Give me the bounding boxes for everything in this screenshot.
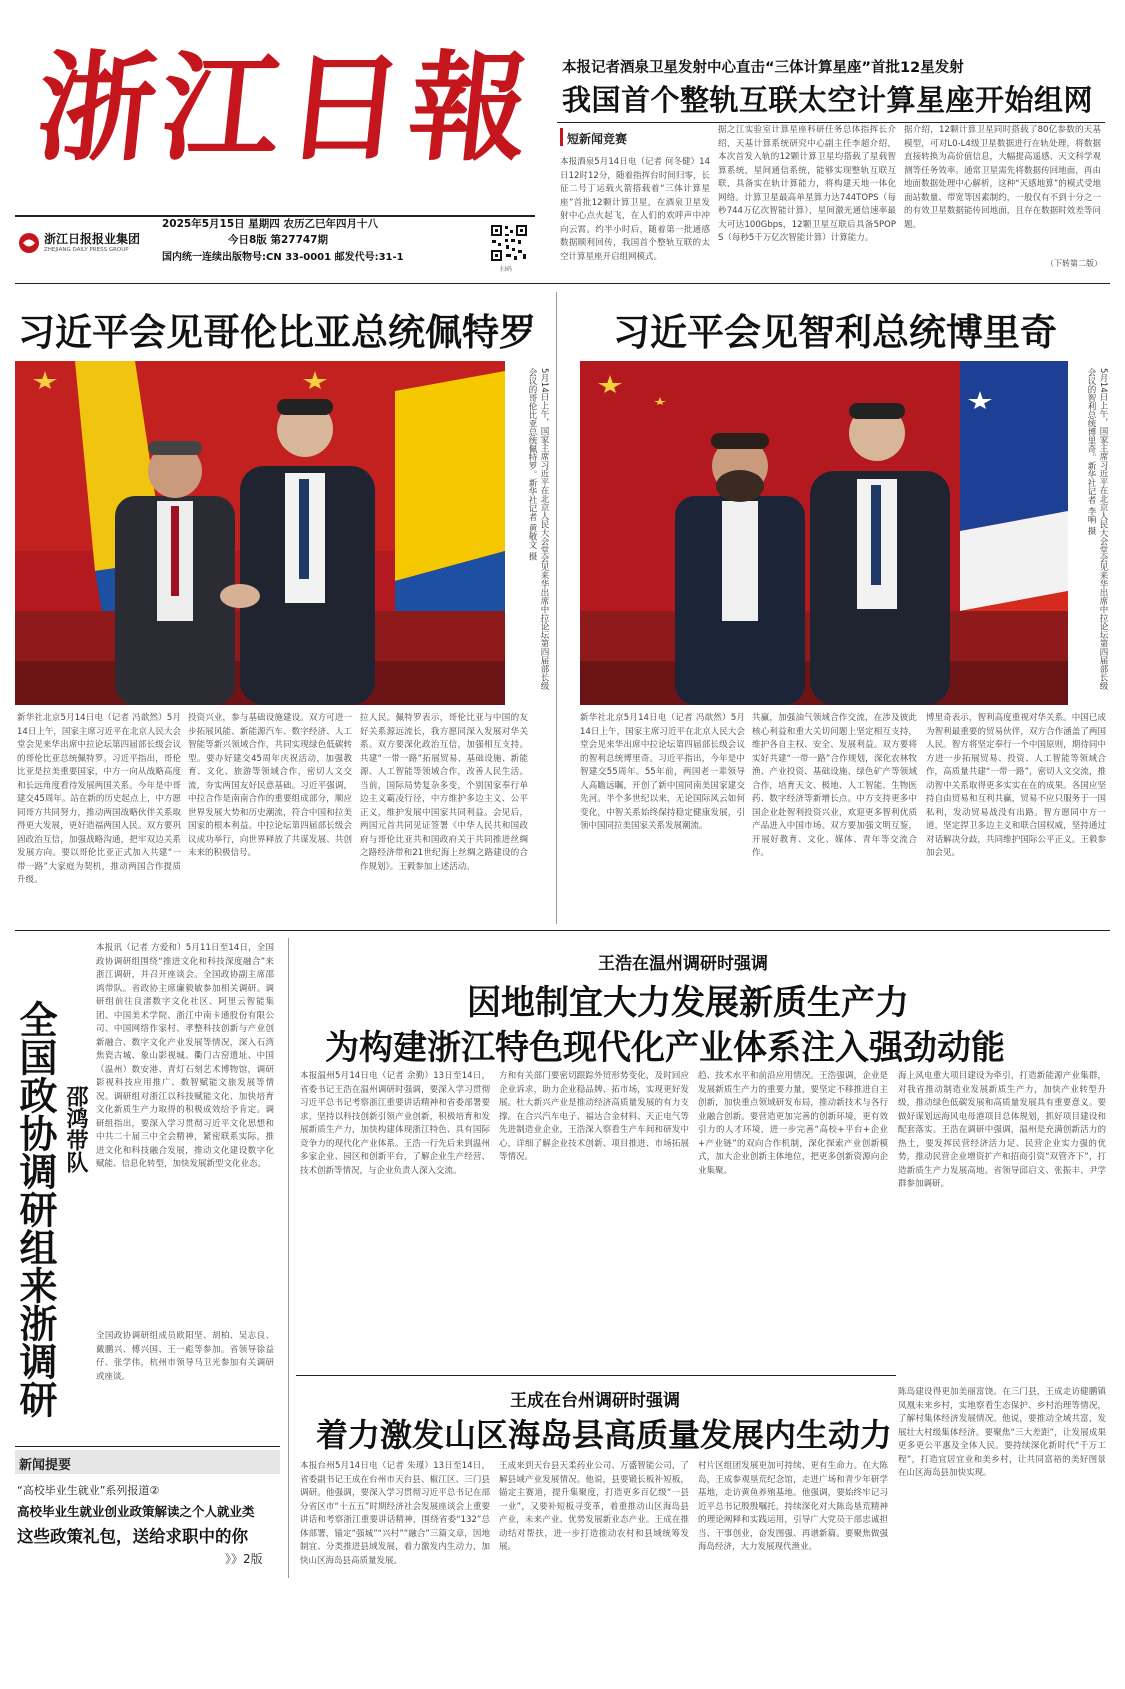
cppcc-body: 本报讯（记者 方爱和）5月11日至14日，全国政协调研组围绕“推进文化和科技深度融合”来浙江调研，并召开座谈会。全国政协副主席邵鸿带队。省政协主席廉毅敏参加相关调研。调研组前往良渚数字文化社区、阿里云智能集团、中国美术学院、浙江中南卡通股份有限公司、中国网络作家村、孝整科技创新与产业创新融合、数字文化产业发展等情况，深入石湾焦瓷古城、象山影视城、衢门古窑遗址、中国（温州）数安港、青灯石刻艺术博物馆，调研影视科技应用推广、数智赋能文旅发展等情况。调研组对浙江以科技赋能文化、加快培育文化新质生产力取得的积极成效给予肯定。调研组指出，要深入学习贯彻习近平文化思想和中共二十届三中全会精神，紧密联系实际，推进文化和科技融合发展，推动文化建设数字化赋能、信息化转型，加快发展新型文化业态。	[96, 943, 274, 1169]
wanghao-headline-1: 因地制宜大力发展新质生产力	[467, 983, 909, 1023]
top-story-headline: 我国首个整轨互联太空计算星座开始组网	[562, 83, 1094, 117]
top-story-col3: 据介绍，12颗计算卫星同时搭载了80亿参数的天基模型，可对L0-L4级卫星数据进行在轨处理，将数据直接转换为高价值信息，大幅提高遥感、天文科学观测等任务效率。通常卫星需先将数据传回地面，再由地面数据处理中心解析，这种“天感地算”的模式受地面站数量、带宽等因素制约，一般仅有不到十分之一的有效卫星数据能传回地面，且存在数据时效差等问题。	[904, 125, 1101, 230]
wanghao-kicker: 王浩在温州调研时强调	[598, 954, 768, 974]
news-brief-title2: 这些政策礼包，送给求职中的你	[17, 1527, 248, 1546]
cppcc-body2: 全国政协调研组成员欧阳坚、胡柏、吴志良、戴鹏兴、傅兴国、王一彪等参加。省领导徐益仔、张学伟，杭州市领导马卫光参加有关调研或座谈。	[96, 1331, 274, 1382]
qr-code-icon	[490, 224, 528, 262]
masthead-title: 浙江日報	[30, 38, 542, 177]
news-brief[interactable]	[15, 1450, 280, 1575]
wangcheng-col3: 村片区组团发展更加可持续、更有生命力。在大陈岛，王成参观垦荒纪念馆，走进广场和青少年研学基地，走访黄鱼养殖基地。他强调，要始终牢记习近平总书记殷殷嘱托，持续深化对大陈岛垦荒精神的理论阐释和实践运用，引导广大党员干部忠诚担当、干事创业，奋发图强、再谱新篇。要聚焦做强海岛经济，大力发展现代渔业。	[698, 1461, 888, 1552]
chile-photo-caption: 5月14日上午，国家主席习近平在北京人民大会堂会见来华出席中拉论坛第四届部长级会议的智利总统博里奇。新华社记者 李响 摄	[1086, 368, 1108, 691]
news-brief-label: 新闻提要	[19, 1458, 72, 1473]
wangcheng-col1: 本报台州5月14日电（记者 朱瑾）13日至14日，省委副书记王成在台州市天台县、椒江区、三门县调研。他强调，要深入学习贯彻习近平总书记在部分省区市“十五五”时期经济社会发展座谈会上重要讲话和考察浙江重要讲话精神，围绕省委“132”总体部署，锚定“强城”“兴村”“融合”三篇文章，因地制宜、分类推进县域发展，着力激发内生动力，加快山区海岛县高质量发展。	[300, 1461, 490, 1566]
top-story-tag-label: 短新闻竞赛	[567, 132, 628, 146]
section-rule-3	[296, 1375, 896, 1376]
date-line: 2025年5月15日 星期四 农历乙巳年四月十八	[162, 218, 378, 230]
column-divider	[556, 292, 557, 924]
brief-rule	[15, 1446, 280, 1447]
section-rule-2	[15, 930, 1110, 931]
wanghao-col1: 本报温州5月14日电（记者 余勤）13日至14日，省委书记王浩在温州调研时强调，要深入学习贯彻习近平总书记考察浙江重要讲话精神和省委部署要求，坚持以科技创新引领产业创新，积极培育和发展新质生产力，加快构建体现浙江特色、具有国际竞争力的现代化产业体系。王浩一行先后来到温州多家企业、园区和创新平台，了解企业生产经营、技术创新等情况，与企业负责人深入交流。	[300, 1071, 490, 1176]
wangcheng-headline: 着力激发山区海岛县高质量发展内生动力	[316, 1416, 893, 1454]
issn-line: 国内统一连续出版物号:CN 33-0001 邮发代号:31-1	[162, 252, 404, 263]
group-logo-icon	[18, 232, 40, 254]
wanghao-col4: 海上风电重大项目建设为牵引，打造新能源产业集群，对我省推动制造业发展新质生产力，加快产业转型升级，推动绿色低碳发展和高质量发展具有重要意义。要做好谋划远海风电母港项目总体规划，抓好项目建设和配套落实。王浩在调研中强调，温州是充满创新活力的热土，要发挥民营经济活力足、民营企业实力强的优势，推动民营企业增资扩产和招商引资“双管齐下”，打造新质生产力发展高地。省领导邱启文、张振丰、尹学群参加调研。	[898, 1071, 1106, 1189]
news-brief-page-ref[interactable]: 》》2版	[225, 1552, 263, 1566]
wangcheng-kicker: 王成在台州调研时强调	[510, 1391, 680, 1411]
colombia-headline: 习近平会见哥伦比亚总统佩特罗	[18, 311, 536, 354]
colombia-col1: 新华社北京5月14日电（记者 冯歆然）5月14日上午，国家主席习近平在北京人民大会堂会见来华出席中拉论坛第四届部长级会议的哥伦比亚总统佩特罗。习近平指出，哥伦比亚是拉美重要国家，中方一向从战略高度和长远角度看待发展两国关系。今年是中哥建交45周年。站在新的历史起点上，中方愿同哥方共同努力，推动两国战略伙伴关系取得更大发展，更好造福两国人民。双方要巩固政治互信，加强战略沟通，把牢双边关系发展方向。要以哥伦比亚正式加入共建“一带一路”大家庭为契机，推动两国合作提质升级。	[17, 713, 181, 885]
colombia-photo-caption: 5月14日上午，国家主席习近平在北京人民大会堂会见来华出席中拉论坛第四届部长级会议的哥伦比亚总统佩特罗。新华社记者 黄敬文 摄	[527, 368, 549, 691]
cppcc-leader: 邵鸿带队	[63, 1085, 88, 1173]
news-brief-header	[15, 1450, 280, 1474]
cppcc-headline: 全国政协调研组来浙调研	[13, 1000, 57, 1418]
top-story-continued[interactable]: （下转第二版）	[1046, 259, 1102, 268]
top-story-col2: 据之江实验室计算星座科研任务总体指挥长介绍，天基计算系统研究中心副主任李超介绍，本次首发入轨的12颗计算卫星均搭载了星载智算系统，星间通信系统，能够实现整轨互联互联，具备实在轨计算能力，将构建天地一体化网络。计算卫星最高单星算力达744TOPS（每秒744万亿次智能计算），星间激光通信速率最大可达100Gbps，12颗卫星互联后具备5POPS（每秒5千万亿次智能计算）计算能力。	[718, 125, 896, 243]
chile-headline: 习近平会见智利总统博里奇	[613, 311, 1057, 354]
chile-col2: 共赢，加强油气领域合作交流，在涉及彼此核心利益和重大关切问题上坚定相互支持，维护各自主权、安全、发展利益。双方要将实好共建“一带一路”合作规划，深化农林牧渔、产业投资、基础设施、绿色矿产等领域合作，培育天文、极地、人工智能、生物医药、数字经济等新增长点。中方支持更多中国企业赴智利投资兴业，欢迎更多智利优质产品进入中国市场。双方要加强文明互鉴，开展好教育、文化、媒体、青年等交流合作。	[752, 713, 917, 858]
top-story-kicker: 本报记者酒泉卫星发射中心直击“三体计算星座”首批12星发射	[562, 60, 964, 76]
colombia-photo	[15, 361, 505, 705]
chile-col1: 新华社北京5月14日电（记者 冯歆然）5月14日上午，国家主席习近平在北京人民大会堂会见来华出席中拉论坛第四届部长级会议的智利总统博里奇。习近平指出，今年是中智建交55周年。55年前，两国老一辈领导人高瞻远瞩，开创了新中国同南美国家建交先河。半个多世纪以来，无论国际风云如何变化，中智关系始终保持稳定健康发展，引领中国同拉美国家关系发展潮流。	[580, 713, 745, 831]
qr-label: 扫码	[500, 266, 513, 273]
colombia-col3: 拉人民。佩特罗表示，哥伦比亚与中国的友好关系源远流长，我方愿同深入发展对华关系。双方要深化政治互信，加强相互支持。共建“一带一路”拓展贸易、基础设施、新能源、人工智能等领域合作，改善人民生活。当前，国际局势复杂多变，个别国家奉行单边主义霸凌行径，中方维护多边主义、公平正义，维护发展中国家共同利益。会见后，两国元首共同见证签署《中华人民共和国政府与哥伦比亚共和国政府关于共同推进丝绸之路经济带和21世纪海上丝绸之路建设的合作规划》。王毅参加上述活动。	[360, 713, 528, 872]
news-brief-title1: 高校毕业生就业创业政策解读之个人就业类	[17, 1504, 255, 1519]
wanghao-headline-2: 为构建浙江特色现代化产业体系注入强劲动能	[325, 1028, 1005, 1068]
colombia-photo-image	[15, 361, 505, 705]
wangcheng-col4: 陈岛建设得更加美丽富饶。在三门县，王成走访健鹏镇凤凰未来乡村，实地察看生态保护、乡村治理等情况，了解村集体经济发展情况。他说，要推动全域共富，发展壮大村级集体经济。要聚焦“三大差距”，让发展成果更多更公平惠及全体人民。要持续深化新时代“千万工程”，打造宜居宜业和美乡村，让共同富裕的美好图景在山区海岛县加快实现。	[898, 1387, 1106, 1478]
section-rule-1	[15, 283, 1110, 284]
wanghao-col2: 方和有关部门要密切跟踪外贸形势变化，及时回应企业诉求，助力企业稳品牌、拓市场，实现更好发展。杜大新兴产业是推动经济高质量发展的有力支撑。在合兴汽车电子、福达合金材料、天正电气等先进制造业企业，王浩深入察看生产车间和研发中心，详细了解企业技术创新、项目推进、市场拓展等情况。	[499, 1071, 689, 1162]
group-logo-text: 浙江日报报业集团	[44, 232, 141, 246]
top-story-tag	[560, 128, 647, 146]
group-logo-en: ZHEJIANG DAILY PRESS GROUP	[44, 247, 129, 253]
wangcheng-col2: 王成来到天台县天柔药业公司、万盛智能公司，了解县域产业发展情况。他说，县要锻长板补短板，锚定主赛道，提升集聚度，打造更多百亿级“一县一业”，又要补短板寻变革，着重推动山区海岛县产业，未来产业、优势发展新业态产业。王成在推动结对帮扶，进一步打造推动农村和县域统筹发展。	[499, 1461, 689, 1552]
chile-photo-image	[580, 361, 1068, 705]
news-brief-series: “高校毕业生就业”系列报道②	[17, 1484, 160, 1497]
qr-code[interactable]	[490, 224, 528, 262]
colombia-col2: 投资兴业，参与基础设施建设。双方可进一步拓展风能、新能源汽车、数字经济、人工智能等新兴领域合作，共同实现绿色低碳转型。要办好建交45周年庆祝活动，加强教育、文化、旅游等领域合作，密切人文交流，夯实两国友好民意基础。习近平强调，中拉合作是南南合作的重要组成部分，顺应世界发展大势和历史潮流，符合中国和拉美国家的根本利益。中拉论坛第四届部长级会议成功举行，向世界释放了共谋发展、共创未来的积极信号。	[188, 713, 352, 858]
wanghao-col3: 趋、技术水平和前沿应用情况。王浩强调，企业是发展新质生产力的重要力量，要坚定不移推进自主创新，加快重点领域研发布局，推动新技术与各行业融合创新。要营造更加完善的创新环境，更有效引力的人才环境，进一步完善“高校+平台+企业+产业链”的双向合作机制，深化探索产业创新模式，加大企业创新主体地位，把更多创新资源向企业集聚。	[698, 1071, 888, 1176]
column-divider-2	[288, 938, 289, 1578]
top-story-rule	[557, 122, 1105, 123]
group-logo	[18, 227, 153, 261]
top-story-col1: 本报酒泉5月14日电（记者 何冬健）14日12时12分，随着指挥台时间归零，长征二号丁运载火箭搭载着“三体计算星座”首批12颗计算卫星，在酒泉卫星发射中心点火起飞，在人们的欢呼声中冲向云霄。约半小时后，随着第一批通感数据顺利回传，我国首个整轨互联的太空计算星座开启组网模式。	[560, 157, 710, 262]
chile-photo	[580, 361, 1068, 705]
pages-line: 今日8版 第27747期	[228, 234, 328, 246]
chile-col3: 博里奇表示，智利高度重视对华关系。中国已成为智利最重要的贸易伙伴，双方合作涵盖了两国人民。智方将坚定奉行一个中国原则，期待同中方进一步拓展贸易、投资、人工智能等领域合作，高质量共建“一带一路”，密切人文交流，推动智中关系取得更多实实在在的成果。各国应坚持自由贸易和互利共赢，贸易不应只服务于一国私利，发动贸易战没有出路。智方愿同中方一道，坚定捍卫多边主义和联合国权威，坚持通过对话解决分歧，共同维护国际公平正义。王毅参加会见。	[926, 713, 1106, 858]
